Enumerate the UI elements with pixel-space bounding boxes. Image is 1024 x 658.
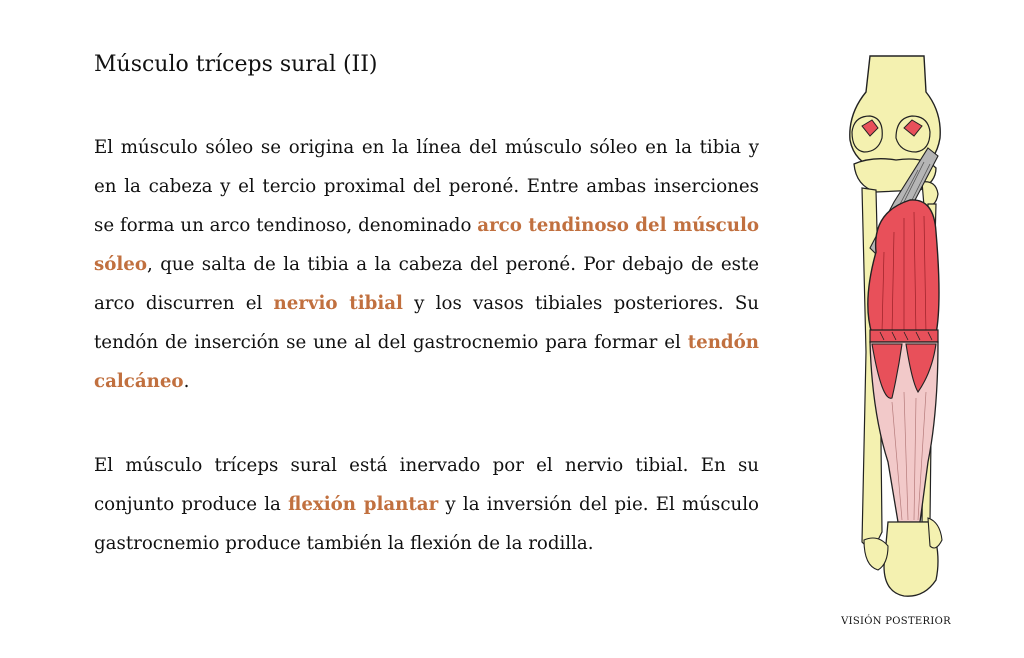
term-arco-tendinoso[interactable]: arco tendinoso del músculo sóleo (94, 215, 759, 275)
paragraph-text: y la inversión del pie. El músculo gastrocnemio produce también la flexión de la rodilla. (94, 494, 759, 554)
paragraph-text: y los vasos tibiales posteriores. Su tendón de inserción se une al del gastrocnemio para formar el (94, 293, 760, 353)
leg-illustration (832, 52, 962, 600)
paragraph-text: . (183, 371, 190, 392)
ankle-outer-bone (928, 518, 942, 548)
soleus-muscle (868, 200, 939, 337)
term-tendon-calcaneo[interactable]: tendón calcáneo (94, 332, 759, 392)
page-title: Músculo tríceps sural (II) (94, 52, 378, 77)
femur-condyle-left (852, 116, 882, 152)
figure-caption: VISIÓN POSTERIOR (841, 616, 951, 627)
term-flexion-plantar[interactable]: flexión plantar (288, 494, 439, 515)
paragraph-text: El músculo tríceps sural está inervado por el nervio tibial. En su conjunto produce la (94, 455, 759, 515)
soleus-tendinous-band (870, 330, 938, 342)
paragraph-text: El músculo sóleo se origina en la línea del músculo sóleo en la tibia y en la cabeza y el tercio proximal del peroné. Entre ambas inserciones se forma un arco tendinoso, denominado (94, 137, 759, 236)
leg-posterior-view-svg (832, 52, 962, 600)
term-nervio-tibial[interactable]: nervio tibial (273, 293, 403, 314)
paragraph-innervation (94, 446, 759, 563)
paragraph-text: , que salta de la tibia a la cabeza del peroné. Por debajo de este arco discurren el (94, 254, 759, 314)
paragraph-soleus (94, 128, 759, 401)
